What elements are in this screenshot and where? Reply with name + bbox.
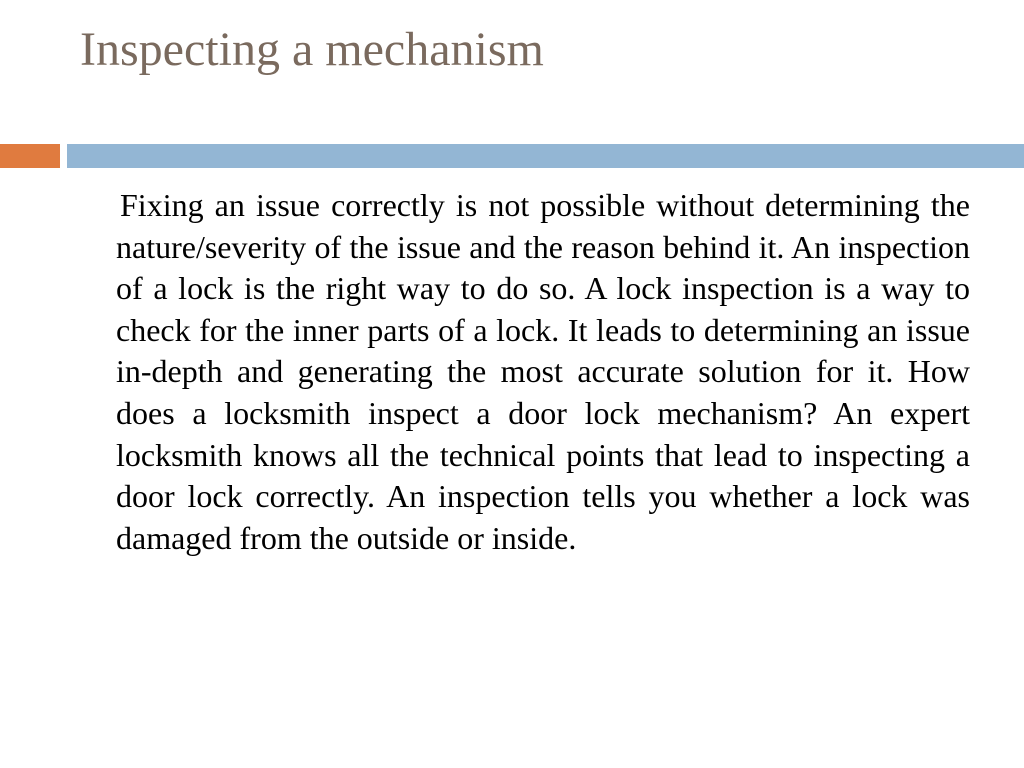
title-divider-bar: [67, 144, 1024, 168]
slide-body-text: Fixing an issue correctly is not possible without determining the nature/severity of the issue and the reason behind it. An inspection of a lock is the right way to do so. A lock inspection is a way to check for the inner parts of a lock. It leads to determining an issue in-depth and generating the most accurate solution for it. How does a locksmith inspect a door lock mechanism? An expert locksmith knows all the technical points that lead to inspecting a door lock correctly. An inspection tells you whether a lock was damaged from the outside or inside.: [116, 187, 970, 556]
accent-divider-bar: [0, 144, 60, 168]
slide-title: Inspecting a mechanism: [80, 23, 544, 76]
